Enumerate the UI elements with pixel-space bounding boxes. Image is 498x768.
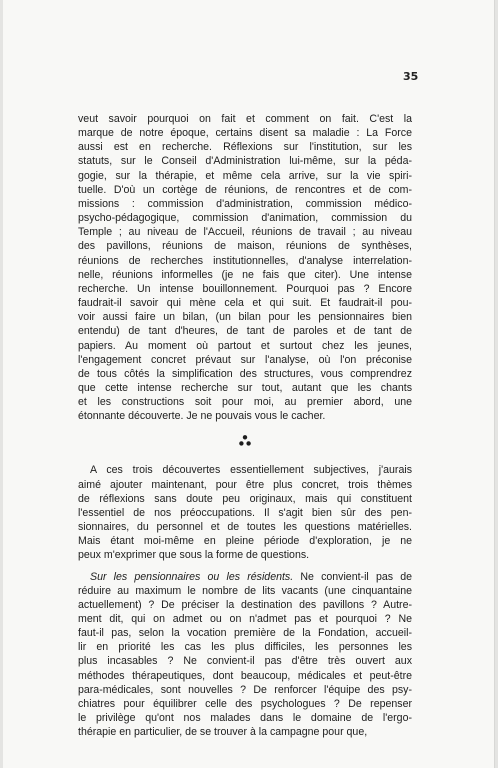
text-line: que cette intense recherche sur tout, autant que les chants	[78, 381, 412, 394]
text-line: gogie, sur la thérapie, et même cela arrive, sur la vie spiri-	[78, 169, 412, 182]
text-line: aimé ajouter maintenant, pour être plus concret, trois thèmes	[78, 478, 412, 491]
text-line: thérapie en particulier, de se trouver à la campagne pour que,	[78, 726, 368, 739]
text-line: l'engagement concret prévaut sur l'analyse, où l'on préconise	[78, 353, 412, 366]
text-line: psycho-pédagogique, commission d'animation, commission du	[78, 212, 412, 225]
document-page	[3, 0, 495, 768]
text-line: statuts, sur le Conseil d'Administration lui-même, sur la péda-	[78, 155, 412, 168]
text-line: entendu) de tant d'heures, de tant de paroles et de tant de	[78, 325, 412, 338]
text-line: veut savoir pourquoi on fait et comment on fait. C'est la	[78, 113, 412, 125]
text-line: peux m'exprimer que sous la forme de questions.	[78, 549, 310, 562]
text-line: de tous côtés la simplification des structures, vous comprendrez	[78, 367, 412, 380]
text-line: de réflexions sans doute peu originaux, mais qui constituent	[78, 492, 412, 505]
paragraph-3-first-line-text: Ne convient-il pas de	[293, 570, 413, 583]
page-number: 35	[403, 70, 419, 83]
text-line: sionnaires, du personnel et de toutes les questions matérielles.	[78, 521, 412, 534]
text-line: réunions de recherches institutionnelles, d'analyse interrelation-	[78, 254, 412, 267]
text-line: para-médicales, sont nouvelles ? De renforcer l'équipe des psy-	[78, 683, 412, 696]
paragraph-3	[78, 570, 412, 740]
paragraph-3-first-line	[78, 570, 412, 584]
text-line: voir aussi faire un bilan, (un bilan pour les pensionnaires bien	[78, 311, 412, 324]
text-line: papiers. Au moment où partout et surtout chez les jeunes,	[78, 339, 412, 352]
text-line: le privilège qu'ont nos malades dans le domaine de l'ergo-	[78, 712, 412, 725]
text-line: réduire au maximum le nombre de lits vacants (une cinquantaine	[78, 584, 412, 597]
section-divider	[78, 429, 412, 451]
text-line: chiatres pour équilibrer celle des psychologues ? De repenser	[78, 697, 412, 710]
paragraph-2	[78, 463, 412, 562]
text-line: tuelle. D'où un cortège de réunions, de rencontres et de com-	[78, 183, 412, 196]
text-line: méthodes thérapeutiques, dont beaucoup, médicales et peut-être	[78, 669, 412, 682]
text-line: faudrait-il savoir qui mène cela et qui suit. Et faudrait-il pou-	[78, 297, 412, 310]
text-line: et les constructions soit pour moi, au premier abord, une	[78, 396, 412, 409]
text-line: Mais étant moi-même en pleine période d'exploration, je ne	[78, 535, 412, 548]
text-line: recherche. Un intense bouillonnement. Pourquoi pas ? Encore	[78, 282, 412, 295]
text-line: marque de notre époque, certains disent sa maladie : La Force	[78, 127, 412, 140]
text-line: ment dit, qui on admet ou on n'admet pas et pourquoi ? Ne	[78, 613, 412, 625]
text-line: l'essentiel de nos préoccupations. Il s'agit bien sûr des pen-	[78, 506, 412, 519]
text-line: plus incasables ? Ne convient-il pas d'être très ouvert aux	[78, 655, 412, 668]
text-line: actuellement) ? De préciser la destination des pavillons ? Autre-	[78, 598, 412, 611]
paragraph-1	[78, 112, 412, 423]
text-line: missions : commission d'administration, commission médico-	[78, 197, 412, 210]
text-line: Temple ; au niveau de l'Accueil, réunions de travail ; au niveau	[78, 226, 412, 239]
text-line: lir en priorité les cas les plus difficiles, les personnes les	[78, 641, 412, 654]
body-text	[78, 112, 412, 739]
section-heading: Sur les pensionnaires ou les résidents.	[90, 570, 294, 583]
text-line: étonnante découverte. Je ne pouvais vous le cacher.	[78, 410, 326, 423]
text-line: faut-il pas, selon la vocation première de la Fondation, accueil-	[78, 627, 412, 640]
text-line: nelle, réunions informelles (je ne fais que citer). Une intense	[78, 268, 412, 281]
text-line: aussi est en recherche. Réflexions sur l'institution, sur les	[78, 141, 412, 154]
text-line: des pavillons, réunions de maison, réunions de synthèses,	[78, 240, 412, 253]
text-line: A ces trois découvertes essentiellement subjectives, j'aurais	[90, 464, 412, 477]
asterism-ornament-icon	[239, 435, 251, 446]
